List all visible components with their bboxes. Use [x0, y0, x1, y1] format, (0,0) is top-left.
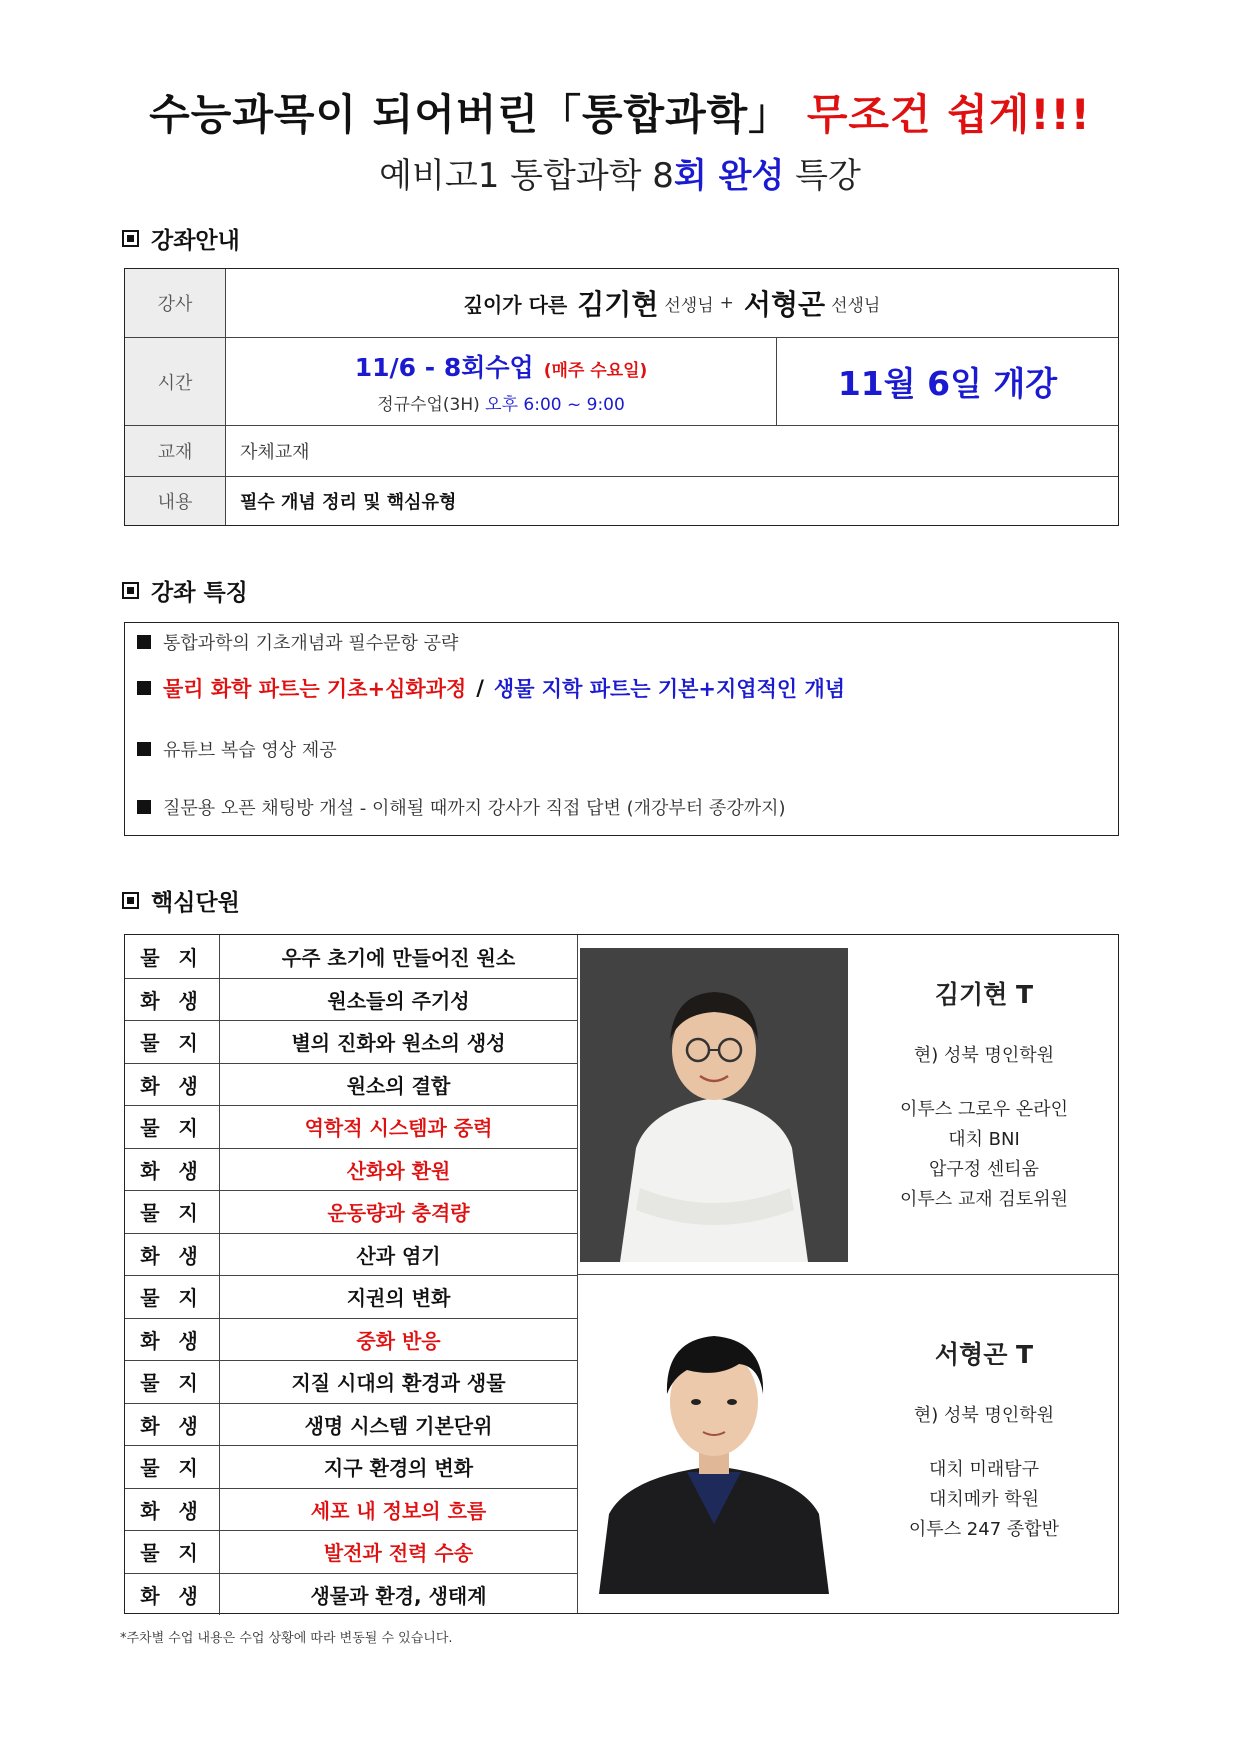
- page-subtitle: [0, 148, 1240, 197]
- history-item: 대치메카 학원: [928, 1489, 1040, 1510]
- unit-topic: 우주 초기에 만들어진 원소: [281, 945, 516, 970]
- instructor-value: [226, 269, 1118, 337]
- unit-topic: 지권의 변화: [346, 1286, 451, 1311]
- time-label: 시간: [125, 338, 226, 425]
- instructor-row: [125, 269, 1118, 337]
- unit-row: [125, 1233, 577, 1276]
- teacher-card: [578, 1274, 1118, 1613]
- teacher1-honorific: 선생님: [664, 295, 714, 316]
- history-item: 이투스 교재 검토위원: [900, 1189, 1068, 1210]
- content-value: 필수 개념 정리 및 핵심유형: [240, 492, 457, 513]
- unit-row: [125, 1063, 577, 1106]
- section-info-heading: [122, 222, 240, 255]
- unit-topic: 원소의 결합: [346, 1073, 451, 1098]
- teacher1-photo: [578, 935, 850, 1274]
- feature-text: 질문용 오픈 채팅방 개설 - 이해될 때까지 강사가 직접 답변 (개강부터 종강까지): [163, 798, 786, 819]
- teacher1-name: 김기현: [577, 288, 659, 321]
- black-square-bullet-icon: [137, 681, 151, 695]
- unit-subject: 화 생: [125, 1234, 220, 1276]
- section-features-title: 강좌 특징: [151, 580, 248, 606]
- square-bullet-icon: [122, 582, 139, 599]
- unit-subject: 물 지: [125, 1106, 220, 1148]
- square-bullet-icon: [122, 230, 139, 247]
- black-square-bullet-icon: [137, 742, 151, 756]
- feature-item: [137, 657, 1106, 719]
- teacher1-history: [900, 1095, 1068, 1215]
- unit-topic: 별의 진화와 원소의 생성: [291, 1031, 506, 1056]
- teacher2-history: [909, 1455, 1059, 1545]
- square-bullet-icon: [122, 892, 139, 909]
- feature-text-physics-chem: 물리 화학 파트는 기초+심화과정: [163, 677, 467, 701]
- instructor-label: 강사: [125, 269, 226, 337]
- section-units-title: 핵심단원: [151, 890, 240, 916]
- teacher1-current: 현) 성북 명인학원: [913, 1045, 1055, 1066]
- schedule-hours: 오후 6:00 ~ 9:00: [485, 395, 625, 415]
- page-title: [0, 82, 1240, 142]
- unit-topic: 지질 시대의 환경과 생물: [291, 1371, 506, 1396]
- features-box: [124, 622, 1119, 836]
- unit-subject: 화 생: [125, 1489, 220, 1531]
- unit-subject: 물 지: [125, 1276, 220, 1318]
- unit-topic: 역학적 시스템과 중력: [304, 1116, 493, 1141]
- teacher2-bio: [850, 1275, 1118, 1613]
- unit-subject: 화 생: [125, 1064, 220, 1106]
- unit-subject: 물 지: [125, 1021, 220, 1063]
- section-units-heading: [122, 884, 240, 917]
- unit-row: [125, 1360, 577, 1403]
- schedule-dates: 11/6 - 8회수업: [354, 353, 534, 382]
- schedule-cell: [226, 338, 777, 425]
- unit-row: [125, 1020, 577, 1063]
- unit-row: [125, 1105, 577, 1148]
- footnote: *주차별 수업 내용은 수업 상황에 따라 변동될 수 있습니다.: [120, 1631, 453, 1646]
- unit-row: [125, 978, 577, 1021]
- unit-row: [125, 1148, 577, 1191]
- section-info-title: 강좌안내: [151, 228, 240, 254]
- unit-subject: 물 지: [125, 935, 220, 978]
- section-features-heading: [122, 574, 248, 607]
- unit-row: [125, 1488, 577, 1531]
- unit-subject: 화 생: [125, 1149, 220, 1191]
- unit-topic: 지구 환경의 변화: [323, 1456, 474, 1481]
- unit-topic: 생명 시스템 기본단위: [304, 1413, 493, 1438]
- schedule-sub: [377, 390, 625, 415]
- unit-topic: 운동량과 충격량: [327, 1201, 470, 1226]
- history-item: 이투스 247 종합반: [908, 1519, 1060, 1540]
- schedule-main: [355, 348, 648, 384]
- unit-subject: 물 지: [125, 1446, 220, 1488]
- unit-topic: 원소들의 주기성: [327, 988, 470, 1013]
- teacher1-portrait-icon: [580, 948, 848, 1262]
- feature-item: [137, 719, 1106, 779]
- feature-text: 통합과학의 기초개념과 필수문항 공략: [163, 633, 459, 654]
- schedule-weekday: (매주 수요일): [543, 361, 648, 381]
- unit-subject: 화 생: [125, 1574, 220, 1616]
- unit-row: [125, 1530, 577, 1573]
- unit-topic: 산과 염기: [356, 1243, 441, 1268]
- title-emphasis: 무조건 쉽게!!!: [806, 90, 1091, 139]
- history-item: 대치 미래탐구: [928, 1459, 1040, 1480]
- units-list: [125, 935, 578, 1613]
- feature-text: 유튜브 복습 영상 제공: [163, 740, 337, 761]
- unit-row: [125, 1403, 577, 1446]
- unit-row: [125, 1445, 577, 1488]
- teacher2-name: 서형곤: [743, 288, 826, 321]
- feature-separator: /: [476, 676, 484, 700]
- unit-row: [125, 1275, 577, 1318]
- textbook-row: [125, 425, 1118, 476]
- opening-date: 11월 6일 개강: [837, 364, 1058, 403]
- core-units-table: [124, 934, 1119, 1614]
- time-row: [125, 337, 1118, 425]
- teacher1-bio: [850, 935, 1118, 1274]
- unit-subject: 화 생: [125, 1404, 220, 1446]
- history-item: 이투스 그로우 온라인: [900, 1099, 1068, 1120]
- teacher2-photo: [578, 1275, 850, 1613]
- textbook-label: 교재: [125, 426, 226, 476]
- unit-topic: 중화 반응: [356, 1328, 441, 1353]
- history-item: 대치 BNI: [948, 1129, 1020, 1150]
- teachers-column: [578, 935, 1118, 1613]
- time-value: [226, 338, 1118, 425]
- unit-row: [125, 1573, 577, 1616]
- teacher1-card-name: 김기현 T: [934, 980, 1034, 1009]
- content-row: [125, 476, 1118, 525]
- content-label: 내용: [125, 477, 226, 525]
- unit-topic: 산화와 환원: [346, 1158, 451, 1183]
- plus-sign: +: [719, 293, 734, 313]
- subtitle-emphasis: 회 완성: [673, 156, 785, 196]
- textbook-value: 자체교재: [240, 442, 310, 463]
- feature-text-bio-earth: 생물 지학 파트는 기본+지엽적인 개념: [493, 677, 846, 701]
- course-info-table: [124, 268, 1119, 526]
- title-main: 수능과목이 되어버린「통합과학」: [149, 90, 792, 139]
- feature-item: [137, 779, 1106, 835]
- unit-topic: 세포 내 정보의 흐름: [310, 1498, 487, 1523]
- subtitle-post: 특강: [795, 156, 861, 196]
- unit-subject: 물 지: [125, 1191, 220, 1233]
- feature-item: [137, 627, 1106, 657]
- unit-row: [125, 1318, 577, 1361]
- teacher2-card-name: 서형곤 T: [934, 1340, 1034, 1369]
- subtitle-pre: 예비고1 통합과학 8: [379, 156, 674, 196]
- unit-subject: 화 생: [125, 1319, 220, 1361]
- unit-subject: 물 지: [125, 1531, 220, 1573]
- teacher2-current: 현) 성북 명인학원: [913, 1405, 1055, 1426]
- unit-topic: 발전과 전력 수송: [323, 1541, 474, 1566]
- unit-subject: 물 지: [125, 1361, 220, 1403]
- black-square-bullet-icon: [137, 635, 151, 649]
- teacher2-portrait-icon: [599, 1294, 829, 1594]
- black-square-bullet-icon: [137, 800, 151, 814]
- unit-row: [125, 935, 577, 978]
- schedule-regular: 정규수업(3H): [377, 395, 480, 415]
- unit-topic: 생물과 환경, 생태계: [310, 1583, 487, 1608]
- teacher2-honorific: 선생님: [831, 295, 881, 316]
- history-item: 압구정 센티움: [928, 1159, 1040, 1180]
- unit-row: [125, 1190, 577, 1233]
- instructor-intro: 깊이가 다른: [463, 292, 568, 317]
- unit-subject: 화 생: [125, 979, 220, 1021]
- teacher-card: [578, 935, 1118, 1274]
